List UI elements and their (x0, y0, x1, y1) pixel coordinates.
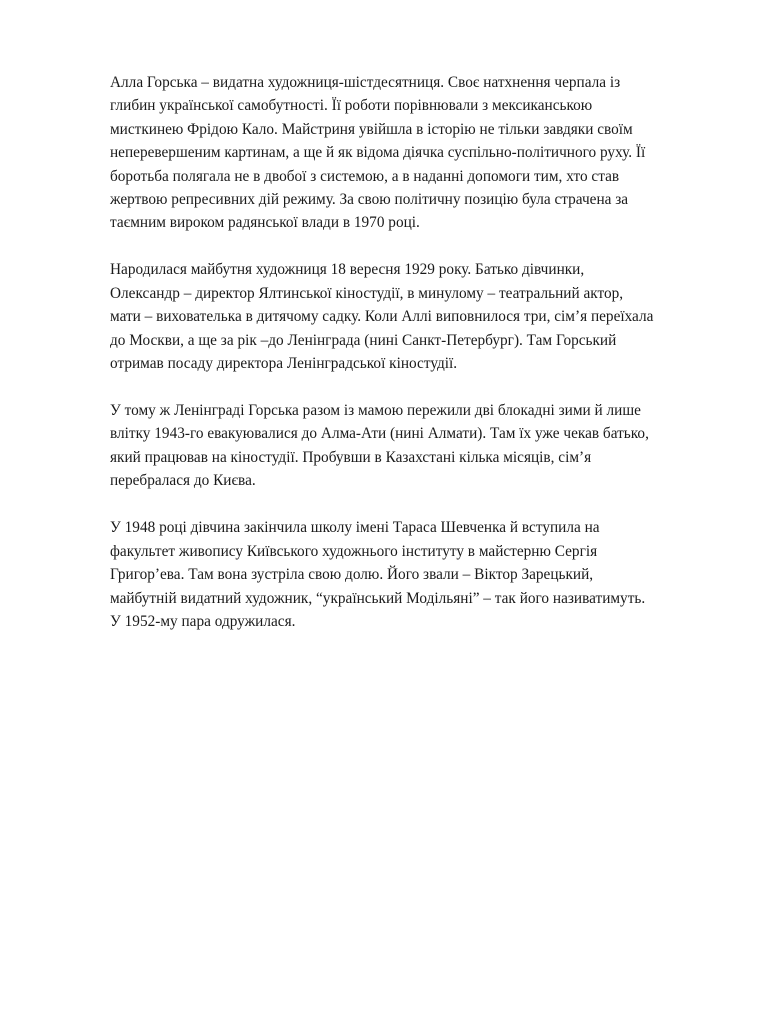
text-line: перебралася до Києва. (110, 472, 256, 490)
text-line: до Москви, а ще за рік –до Ленінграда (нині Санкт-Петербург). Там Горський (110, 331, 617, 349)
text-line: У тому ж Ленінграді Горська разом із мамою пережили дві блокадні зими й лише (110, 402, 641, 420)
text-line: Народилася майбутня художниця 18 вересня 1929 року. Батько дівчинки, (110, 261, 585, 279)
text-line: мати – вихователька в дитячому садку. Коли Аллі виповнилося три, сім’я переїхала (110, 308, 654, 326)
paragraph-4 (110, 516, 710, 633)
text-line: отримав посаду директора Ленінградської кіностудії. (110, 355, 458, 373)
text-line: У 1952-му пара одружилася. (110, 612, 296, 630)
text-line: майбутній видатний художник, “український Модільяні” – так його називатимуть. (110, 589, 646, 607)
text-line: Олександр – директор Ялтинської кіностудії, в минулому – театральний актор, (110, 284, 624, 302)
text-line: влітку 1943-го евакуювалися до Алма-Ати (нині Алмати). Там їх уже чекав батько, (110, 425, 649, 443)
text-line: У 1948 році дівчина закінчила школу імені Тараса Шевченка й вступила на (110, 519, 600, 537)
text-line: мисткинею Фрідою Кало. Майстриня увійшла в історію не тільки завдяки своїм (110, 120, 633, 138)
paragraph-3 (110, 399, 710, 493)
document-body (110, 71, 710, 657)
text-line: Алла Горська – видатна художниця-шістдесятниця. Своє натхнення черпала із (110, 74, 621, 91)
text-line: факультет живопису Київського художнього інституту в майстерню Сергія (110, 542, 598, 560)
paragraph-1 (110, 71, 710, 235)
paragraph-2 (110, 258, 710, 375)
text-line: жертвою репресивних дій режиму. За свою політичну позицію була страчена за (110, 191, 629, 209)
text-line: таємним вироком радянської влади в 1970 році. (110, 214, 420, 232)
text-line: неперевершеним картинам, а ще й як відома діячка суспільно-політичного руху. Її (110, 144, 646, 162)
text-line: Григор’ева. Там вона зустріла свою долю. Його звали – Віктор Зарецький, (110, 566, 594, 584)
text-line: який працював на кіностудії. Пробувши в Казахстані кілька місяців, сім’я (110, 448, 592, 466)
text-line: глибин української самобутності. Її роботи порівнювали з мексиканською (110, 97, 593, 115)
text-line: боротьба полягала не в двобої з системою, а в наданні допомоги тим, хто став (110, 167, 620, 185)
